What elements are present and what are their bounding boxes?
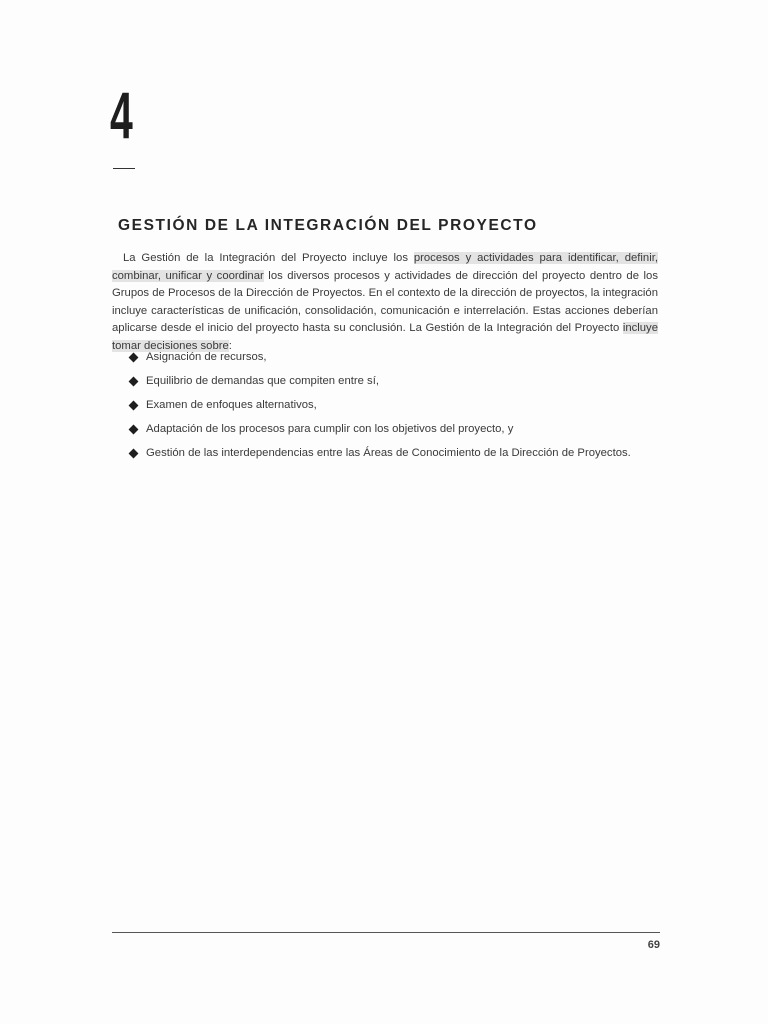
diamond-bullet-icon xyxy=(129,448,139,458)
highlighted-text[interactable]: incluye tomar decisiones sobre xyxy=(112,322,658,352)
diamond-bullet-icon xyxy=(129,424,139,434)
chapter-number: 4 xyxy=(110,78,134,152)
diamond-bullet-icon xyxy=(129,400,139,410)
intro-text: los diversos procesos y actividades de dirección del proyecto dentro de los Grupos de Procesos de la Dirección de Proyectos. En el contexto de la dirección de proyectos, la integración incluye características de unificación, consolidación, comunicación e interrelación. Estas acciones deberían aplicarse desde el inicio del proyecto hasta su conclusión. La Gestión de la Integración del Proyecto xyxy=(112,269,658,334)
bullet-list xyxy=(128,345,631,465)
list-item xyxy=(128,345,631,369)
list-item xyxy=(128,441,631,465)
page-number: 69 xyxy=(647,939,660,951)
diamond-bullet-icon xyxy=(129,352,139,362)
intro-text: : xyxy=(228,339,232,352)
list-item-text: Equilibrio de demandas que compiten entre sí, xyxy=(146,375,379,387)
list-item xyxy=(128,417,631,441)
diamond-bullet-icon xyxy=(129,376,139,386)
list-item-text: Asignación de recursos, xyxy=(146,351,267,363)
chapter-number-rule xyxy=(113,168,135,169)
footer-rule xyxy=(112,932,660,933)
intro-paragraph xyxy=(112,250,658,355)
chapter-title: GESTIÓN DE LA INTEGRACIÓN DEL PROYECTO xyxy=(118,217,538,234)
intro-text: La Gestión de la Integración del Proyecto incluye los xyxy=(123,252,414,264)
highlighted-text[interactable]: procesos y actividades para identificar, definir, combinar, unificar y coordinar xyxy=(112,252,658,282)
list-item-text: Examen de enfoques alternativos, xyxy=(146,399,317,411)
list-item-text: Adaptación de los procesos para cumplir con los objetivos del proyecto, y xyxy=(146,423,514,435)
list-item-text: Gestión de las interdependencias entre las Áreas de Conocimiento de la Dirección de Proyectos. xyxy=(146,447,631,459)
list-item xyxy=(128,369,631,393)
list-item xyxy=(128,393,631,417)
